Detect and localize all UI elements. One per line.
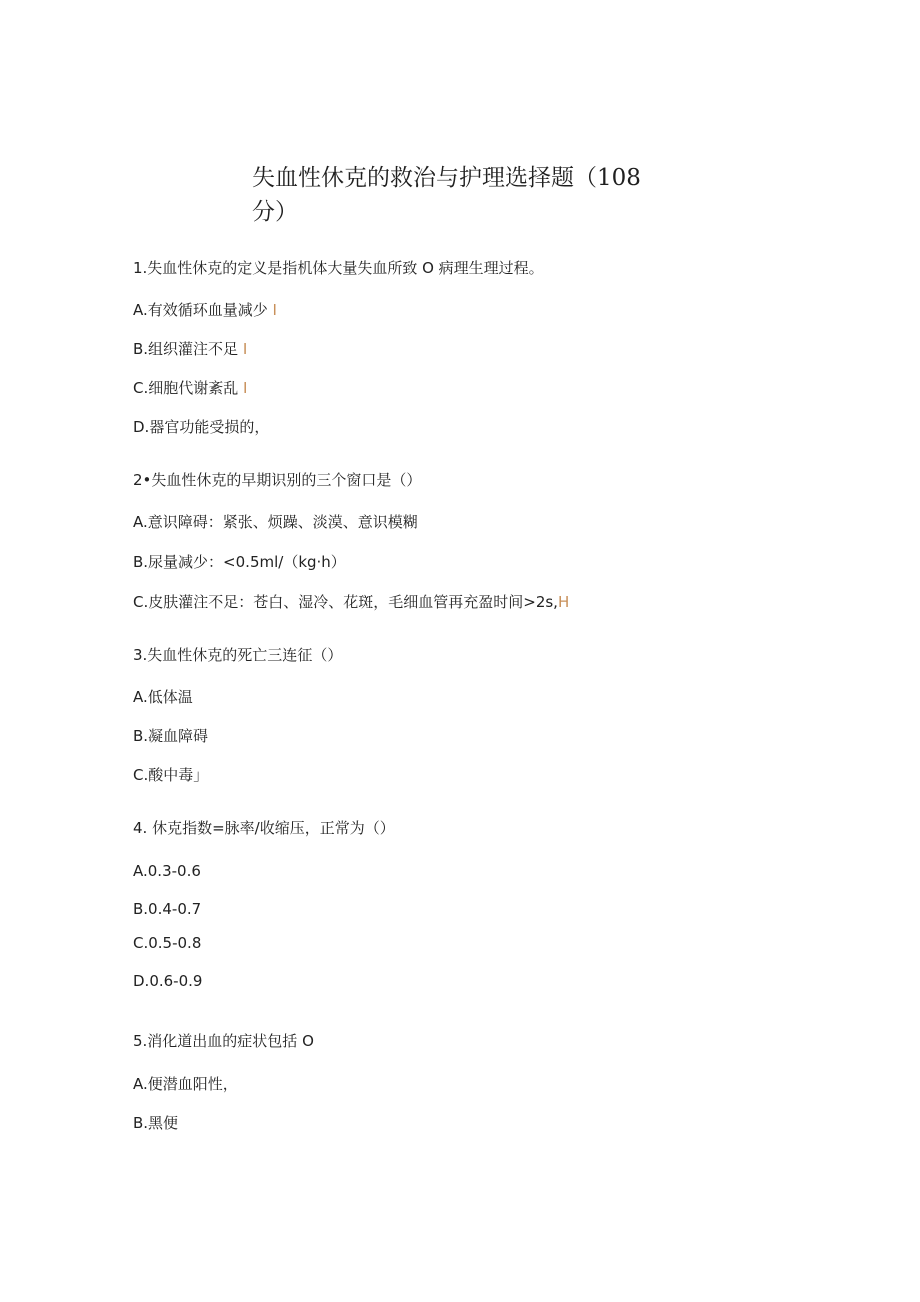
question-3-stem: 3.失血性休克的死亡三连征（） (133, 646, 343, 664)
question-5-stem: 5.消化道出血的症状包括 O (133, 1032, 314, 1050)
question-1-option-d: D.器官功能受损的， (133, 418, 270, 436)
question-4-option-c: C.0.5-0.8 (133, 934, 202, 952)
question-2-option-c: C.皮肤灌注不足：苍白、湿冷、花斑，毛细血管再充盈时间>2s,H (133, 593, 570, 611)
question-2-option-b: B.尿量减少：<0.5ml/（kg·h） (133, 553, 346, 571)
question-3-option-b: B.凝血障碍 (133, 727, 209, 745)
question-1-option-c: C.细胞代谢紊乱 I (133, 379, 248, 397)
question-1-option-b: B.组织灌注不足 I (133, 340, 248, 358)
question-1-stem: 1.失血性休克的定义是指机体大量失血所致 O 病理生理过程。 (133, 259, 544, 277)
title-line-1: 失血性休克的救治与护理选择题（108 (252, 165, 641, 191)
title-line-2: 分） (252, 199, 298, 225)
question-4-option-b: B.0.4-0.7 (133, 900, 202, 918)
question-4-option-d: D.0.6-0.9 (133, 972, 203, 990)
question-4-option-a: A.0.3-0.6 (133, 862, 201, 880)
question-5-option-b: B.黑便 (133, 1114, 179, 1132)
question-5-option-a: A.便潜血阳性， (133, 1075, 238, 1093)
question-2-stem: 2•失血性休克的早期识别的三个窗口是（） (133, 471, 422, 489)
question-3-option-a: A.低体温 (133, 688, 193, 706)
document-title (252, 161, 652, 229)
question-4-stem: 4. 休克指数=脉率/收缩压，正常为（） (133, 819, 395, 837)
question-3-option-c: C.酸中毒」 (133, 766, 209, 784)
question-2-option-a: A.意识障碍：紧张、烦躁、淡漠、意识模糊 (133, 513, 418, 531)
question-1-option-a: A.有效循环血量减少 I (133, 301, 277, 319)
